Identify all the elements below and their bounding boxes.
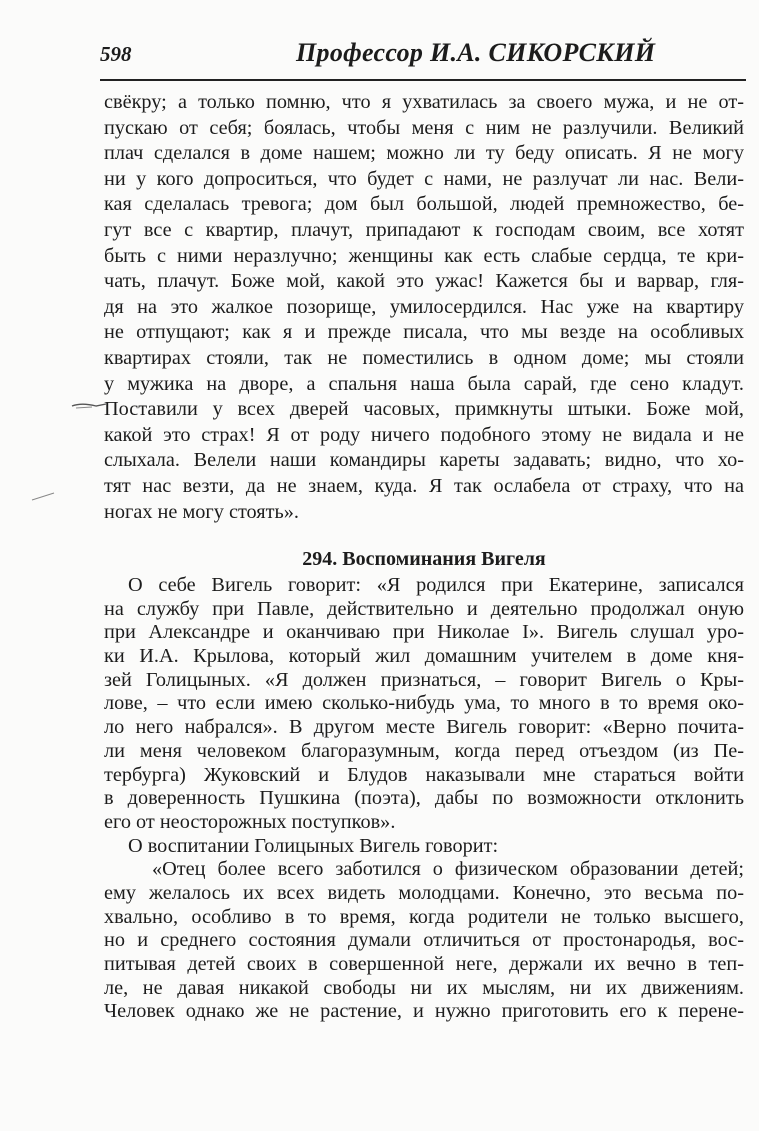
- text-line: тербурга) Жуковский и Блудов наказывали мне стараться войти: [104, 763, 744, 786]
- text-line: гут все с квартир, плачут, припадают к господам своим, все хотят: [104, 218, 744, 241]
- text-line: плач сделался в доме нашем; можно ли ту беду описать. Я не могу: [104, 142, 744, 165]
- text-line: хвально, особливо в то время, когда родители не только высшего,: [104, 905, 744, 928]
- text-line: чать, плачут. Боже мой, какой это ужас! Кажется бы и варвар, гля-: [104, 270, 744, 293]
- text-line: Человек однако же не растение, и нужно приготовить его к перене-: [104, 1000, 744, 1023]
- text-line: ле, не давая никакой свободы ни их мыслям, ни их движениям.: [104, 976, 744, 999]
- section-heading: 294. Воспоминания Вигеля: [302, 548, 546, 570]
- text-line: у мужика на дворе, а спальня наша была сарай, где сено кладут.: [104, 372, 744, 395]
- text-line: лове, – что если имею сколько-нибудь ума, то много в то время око-: [104, 692, 744, 715]
- text-line: зей Голицыных. «Я должен признаться, – говорит Вигель о Кры-: [104, 668, 744, 691]
- text-line: О себе Вигель говорит: «Я родился при Екатерине, записался: [128, 574, 744, 596]
- text-line: ни у кого допроситься, что будет с нами, не разлучат ли нас. Вели-: [104, 167, 744, 190]
- text-line: в доверенность Пушкина (поэта), дабы по возможности отклонить: [104, 787, 744, 810]
- text-line: Поставили у всех дверей часовых, примкнуты штыки. Боже мой,: [104, 398, 744, 421]
- paragraph-block-section: [104, 574, 744, 1024]
- pencil-margin-mark: [30, 488, 60, 504]
- text-line: но и среднего состояния думали отличиться от простонародья, вос-: [104, 929, 744, 952]
- text-line: на службу при Павле, действительно и деятельно продолжал оную: [104, 597, 744, 620]
- page-number: 598: [100, 42, 132, 66]
- text-line: пускаю от себя; боялась, чтобы меня с ним не разлучили. Великий: [104, 116, 744, 139]
- pencil-margin-mark: [70, 398, 110, 414]
- text-line: не отпущают; как я и прежде писала, что мы везде на особливых: [104, 321, 744, 344]
- text-line: квартирах стояли, так не поместились в одном доме; мы стояли: [104, 346, 744, 369]
- text-line: тят нас везти, да не знаем, куда. Я так ослабела от страху, что на: [104, 474, 744, 497]
- text-line: при Александре и оканчиваю при Николае I». Вигель слушал уро-: [104, 621, 744, 644]
- running-header: [100, 38, 746, 74]
- header-rule: [100, 79, 746, 81]
- text-line: ло него набрался». В другом месте Вигель говорит: «Верно почита-: [104, 716, 744, 739]
- text-line: питывая детей своих в совершенной неге, держали их вечно в теп-: [104, 953, 744, 975]
- text-line: слыхала. Велели наши командиры кареты задавать; видно, что хо-: [104, 449, 744, 472]
- text-line: быть с ними неразлучно; женщины как есть слабые сердца, те кри-: [104, 244, 744, 267]
- text-line: дя на это жалкое позорище, умилосердился. Нас уже на квартиру: [104, 295, 744, 318]
- text-line: ногах не могу стоять».: [104, 500, 299, 523]
- paragraph-block-quote: [104, 90, 744, 525]
- text-line: какой это страх! Я от роду ничего подобного этому не видала и не: [104, 423, 744, 446]
- text-line: его от неосторожных поступков».: [104, 810, 396, 833]
- text-line: «Отец более всего заботился о физическом образовании детей;: [152, 858, 744, 881]
- text-line: ему желалось их всех видеть молодцами. Конечно, это весьма по-: [104, 881, 744, 904]
- text-line: свёкру; а только помню, что я ухватилась за своего мужа, и не от-: [104, 91, 744, 113]
- running-title: Профессор И.А. СИКОРСКИЙ: [296, 38, 656, 67]
- text-line: кая сделалась тревога; дом был большой, людей премножество, бе-: [104, 193, 744, 216]
- text-line: О воспитании Голицыных Вигель говорит:: [128, 834, 499, 857]
- text-line: ли меня человеком благоразумным, когда перед отъездом (из Пе-: [104, 739, 744, 762]
- text-line: ки И.А. Крылова, который жил домашним учителем в доме кня-: [104, 645, 744, 668]
